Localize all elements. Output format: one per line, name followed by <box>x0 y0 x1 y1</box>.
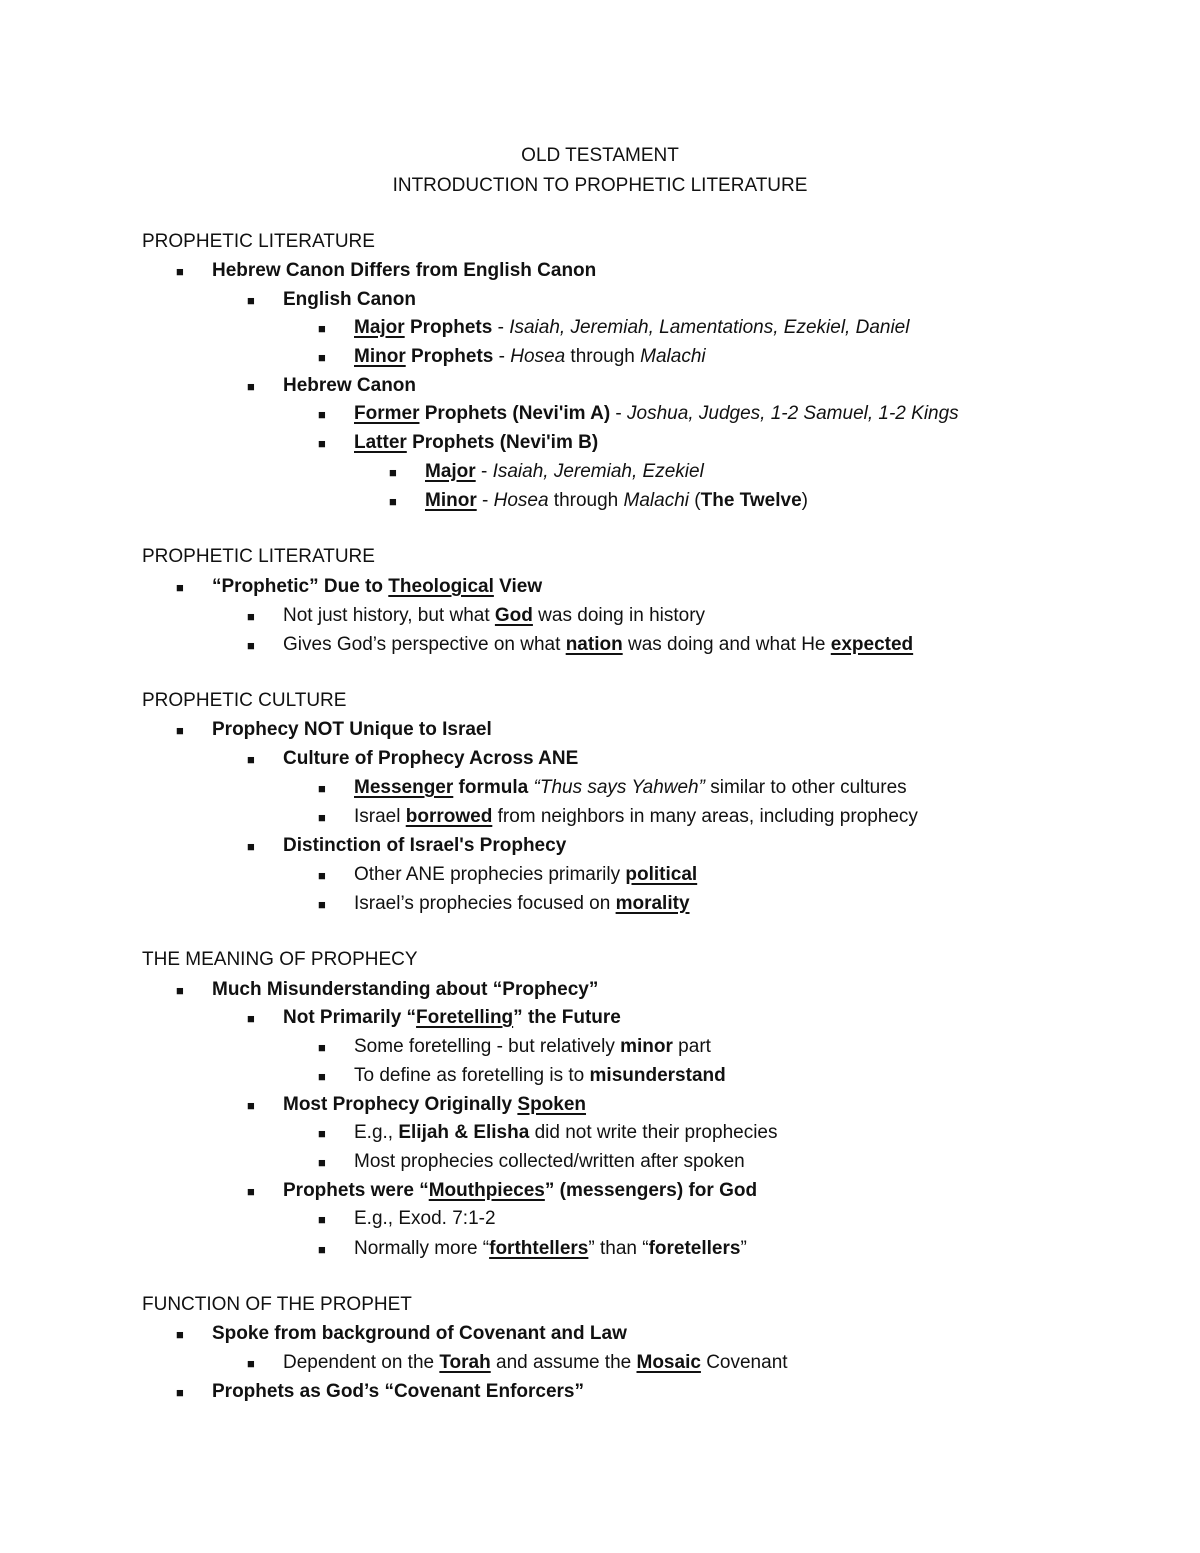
outline-item-level-3 <box>354 1035 711 1059</box>
italic-text: Isaiah, Jeremiah, Ezekiel <box>492 461 704 482</box>
document-subtitle: INTRODUCTION TO PROPHETIC LITERATURE <box>392 175 808 196</box>
item-text: Other ANE prophecies primarily <box>354 864 626 885</box>
section-heading <box>142 948 418 972</box>
heading-text: THE MEANING OF PROPHECY <box>142 949 418 970</box>
bullet-square-icon: ■ <box>318 1040 326 1055</box>
outline-item-level-2 <box>283 834 566 858</box>
item-text: Israel <box>354 806 406 827</box>
underlined-term: Minor <box>425 490 477 511</box>
underlined-term: political <box>625 864 698 885</box>
underlined-term: Spoken <box>517 1094 587 1115</box>
item-text: - <box>475 461 493 482</box>
bold-text: Prophets (Nevi'im B) <box>406 432 599 453</box>
bold-text: Not Primarily “ <box>283 1007 417 1028</box>
bullet-square-icon: ■ <box>176 1385 184 1400</box>
outline-item-level-4 <box>425 460 704 484</box>
underlined-term: Messenger <box>354 777 454 798</box>
underlined-term: Latter <box>354 432 407 453</box>
item-text: similar to other cultures <box>704 777 907 798</box>
bold-text: Prophets (Nevi'im A) <box>419 403 611 424</box>
bullet-square-icon: ■ <box>318 1212 326 1227</box>
underlined-term: nation <box>565 634 623 655</box>
bullet-square-icon: ■ <box>247 638 255 653</box>
underlined-term: forthtellers <box>489 1238 589 1259</box>
bold-text: Prophets <box>405 346 494 367</box>
outline-item-level-3 <box>354 1150 745 1174</box>
item-text: ( <box>689 490 701 511</box>
bullet-square-icon: ■ <box>318 868 326 883</box>
outline-item-level-3 <box>354 1121 777 1145</box>
italic-text: Hosea <box>510 346 566 367</box>
outline-item-level-1 <box>212 575 542 599</box>
item-text: Covenant <box>700 1352 788 1373</box>
bullet-square-icon: ■ <box>247 293 255 308</box>
outline-item-level-2 <box>283 1093 586 1117</box>
bullet-square-icon: ■ <box>247 752 255 767</box>
item-text: from neighbors in many areas, including prophecy <box>492 806 918 827</box>
bullet-square-icon: ■ <box>176 580 184 595</box>
outline-item-level-3 <box>354 805 918 829</box>
bold-text: ” (messengers) for God <box>544 1180 758 1201</box>
heading-text: PROPHETIC LITERATURE <box>142 231 375 252</box>
outline-item-level-3 <box>354 863 697 887</box>
bullet-square-icon: ■ <box>176 723 184 738</box>
italic-text: Malachi <box>640 346 706 367</box>
bold-text: Hebrew Canon <box>283 375 417 396</box>
bullet-square-icon: ■ <box>318 1242 326 1257</box>
item-text: and assume the <box>490 1352 637 1373</box>
outline-item-level-2 <box>283 1179 757 1203</box>
bold-text: The Twelve <box>700 490 802 511</box>
bold-text: Elijah & Elisha <box>398 1122 530 1143</box>
bullet-square-icon: ■ <box>318 1126 326 1141</box>
item-text: - <box>492 317 510 338</box>
bold-text: foretellers <box>648 1238 741 1259</box>
underlined-term: Mouthpieces <box>428 1180 545 1201</box>
item-text: was doing and what He <box>622 634 831 655</box>
bullet-square-icon: ■ <box>247 1098 255 1113</box>
outline-item-level-3 <box>354 776 907 800</box>
outline-item-level-2 <box>283 604 705 628</box>
bullet-square-icon: ■ <box>318 350 326 365</box>
bullet-square-icon: ■ <box>318 810 326 825</box>
outline-item-level-1 <box>212 718 492 742</box>
item-text: - <box>493 346 511 367</box>
item-text: Some foretelling - but relatively <box>354 1036 621 1057</box>
outline-item-level-2 <box>283 1006 621 1030</box>
item-text: Dependent on the <box>283 1352 440 1373</box>
section-heading <box>142 230 375 254</box>
outline-item-level-1 <box>212 259 596 283</box>
bullet-square-icon: ■ <box>318 321 326 336</box>
outline-item-level-3 <box>354 345 706 369</box>
bold-text: English Canon <box>283 289 416 310</box>
bold-text: misunderstand <box>589 1065 726 1086</box>
heading-text: PROPHETIC LITERATURE <box>142 546 375 567</box>
outline-item-level-3 <box>354 892 690 916</box>
item-text: E.g., Exod. 7:1-2 <box>354 1208 496 1229</box>
bullet-square-icon: ■ <box>176 1327 184 1342</box>
underlined-term: Foretelling <box>416 1007 514 1028</box>
bullet-square-icon: ■ <box>247 1011 255 1026</box>
section-heading <box>142 1293 412 1317</box>
outline-item-level-4 <box>425 489 808 513</box>
bold-text: Distinction of Israel's Prophecy <box>283 835 567 856</box>
outline-item-level-3 <box>354 1207 496 1231</box>
item-text: did not write their prophecies <box>529 1122 778 1143</box>
bold-text: minor <box>620 1036 673 1057</box>
bullet-square-icon: ■ <box>318 1069 326 1084</box>
italic-text: “Thus says Yahweh” <box>533 777 705 798</box>
item-text: Normally more “ <box>354 1238 490 1259</box>
bold-text: Prophecy NOT Unique to Israel <box>212 719 492 740</box>
underlined-term: God <box>494 605 533 626</box>
outline-item-level-2 <box>283 1351 788 1375</box>
outline-item-level-2 <box>283 374 416 398</box>
underlined-term: Mosaic <box>636 1352 701 1373</box>
item-text: was doing in history <box>532 605 706 626</box>
bullet-square-icon: ■ <box>247 1356 255 1371</box>
outline-item-level-2 <box>283 633 913 657</box>
italic-text: Isaiah, Jeremiah, Lamentations, Ezekiel, Daniel <box>509 317 910 338</box>
section-heading <box>142 545 375 569</box>
underlined-term: Former <box>354 403 420 424</box>
bullet-square-icon: ■ <box>176 983 184 998</box>
bullet-square-icon: ■ <box>247 609 255 624</box>
bold-text: Prophets as God’s “Covenant Enforcers” <box>212 1381 584 1402</box>
document-title: OLD TESTAMENT <box>521 145 679 166</box>
item-text: - <box>610 403 628 424</box>
bullet-square-icon: ■ <box>318 781 326 796</box>
underlined-term: Major <box>354 317 405 338</box>
outline-item-level-2 <box>283 288 416 312</box>
bold-text: View <box>493 576 543 597</box>
bold-text: Prophets <box>404 317 493 338</box>
bullet-square-icon: ■ <box>247 1184 255 1199</box>
item-text: Most prophecies collected/written after spoken <box>354 1151 745 1172</box>
item-text: E.g., <box>354 1122 399 1143</box>
item-text: To define as foretelling is to <box>354 1065 590 1086</box>
bold-text: Spoke from background of Covenant and Law <box>212 1323 627 1344</box>
bold-text: ” the Future <box>513 1007 621 1028</box>
bullet-square-icon: ■ <box>176 264 184 279</box>
outline-item-level-1 <box>212 978 598 1002</box>
underlined-term: Minor <box>354 346 406 367</box>
underlined-term: Theological <box>388 576 494 597</box>
item-text: through <box>548 490 624 511</box>
bold-text: Most Prophecy Originally <box>283 1094 518 1115</box>
bold-text: Hebrew Canon Differs from English Canon <box>212 260 597 281</box>
bold-text: Much Misunderstanding about “Prophecy” <box>212 979 599 1000</box>
bullet-square-icon: ■ <box>247 839 255 854</box>
outline-item-level-1 <box>212 1322 627 1346</box>
italic-text: Hosea <box>493 490 549 511</box>
bold-text: “Prophetic” Due to <box>212 576 389 597</box>
item-text: part <box>672 1036 711 1057</box>
italic-text: Malachi <box>623 490 690 511</box>
bullet-square-icon: ■ <box>318 407 326 422</box>
bold-text: Prophets were “ <box>283 1180 429 1201</box>
bullet-square-icon: ■ <box>247 379 255 394</box>
heading-text: FUNCTION OF THE PROPHET <box>142 1294 412 1315</box>
underlined-term: Major <box>425 461 476 482</box>
item-text: Israel’s prophecies focused on <box>354 893 616 914</box>
bullet-square-icon: ■ <box>389 465 397 480</box>
item-text: ” than “ <box>588 1238 649 1259</box>
outline-item-level-1 <box>212 1380 584 1404</box>
heading-text: PROPHETIC CULTURE <box>142 690 347 711</box>
bullet-square-icon: ■ <box>318 897 326 912</box>
outline-item-level-3 <box>354 431 598 455</box>
item-text: ) <box>801 490 808 511</box>
bullet-square-icon: ■ <box>389 494 397 509</box>
item-text: - <box>476 490 494 511</box>
underlined-term: expected <box>830 634 914 655</box>
section-heading <box>142 689 346 713</box>
bullet-square-icon: ■ <box>318 436 326 451</box>
outline-item-level-3 <box>354 316 909 340</box>
bold-text: Culture of Prophecy Across ANE <box>283 748 579 769</box>
outline-item-level-3 <box>354 402 959 426</box>
underlined-term: morality <box>615 893 690 914</box>
item-text: ” <box>740 1238 747 1259</box>
item-text: Gives God’s perspective on what <box>283 634 566 655</box>
outline-item-level-2 <box>283 747 578 771</box>
underlined-term: Torah <box>439 1352 491 1373</box>
outline-item-level-3 <box>354 1064 726 1088</box>
item-text: through <box>565 346 641 367</box>
outline-item-level-3 <box>354 1237 747 1261</box>
item-text: Not just history, but what <box>283 605 495 626</box>
bullet-square-icon: ■ <box>318 1155 326 1170</box>
underlined-term: borrowed <box>405 806 493 827</box>
bold-text: formula <box>453 777 529 798</box>
italic-text: Joshua, Judges, 1-2 Samuel, 1-2 Kings <box>627 403 959 424</box>
